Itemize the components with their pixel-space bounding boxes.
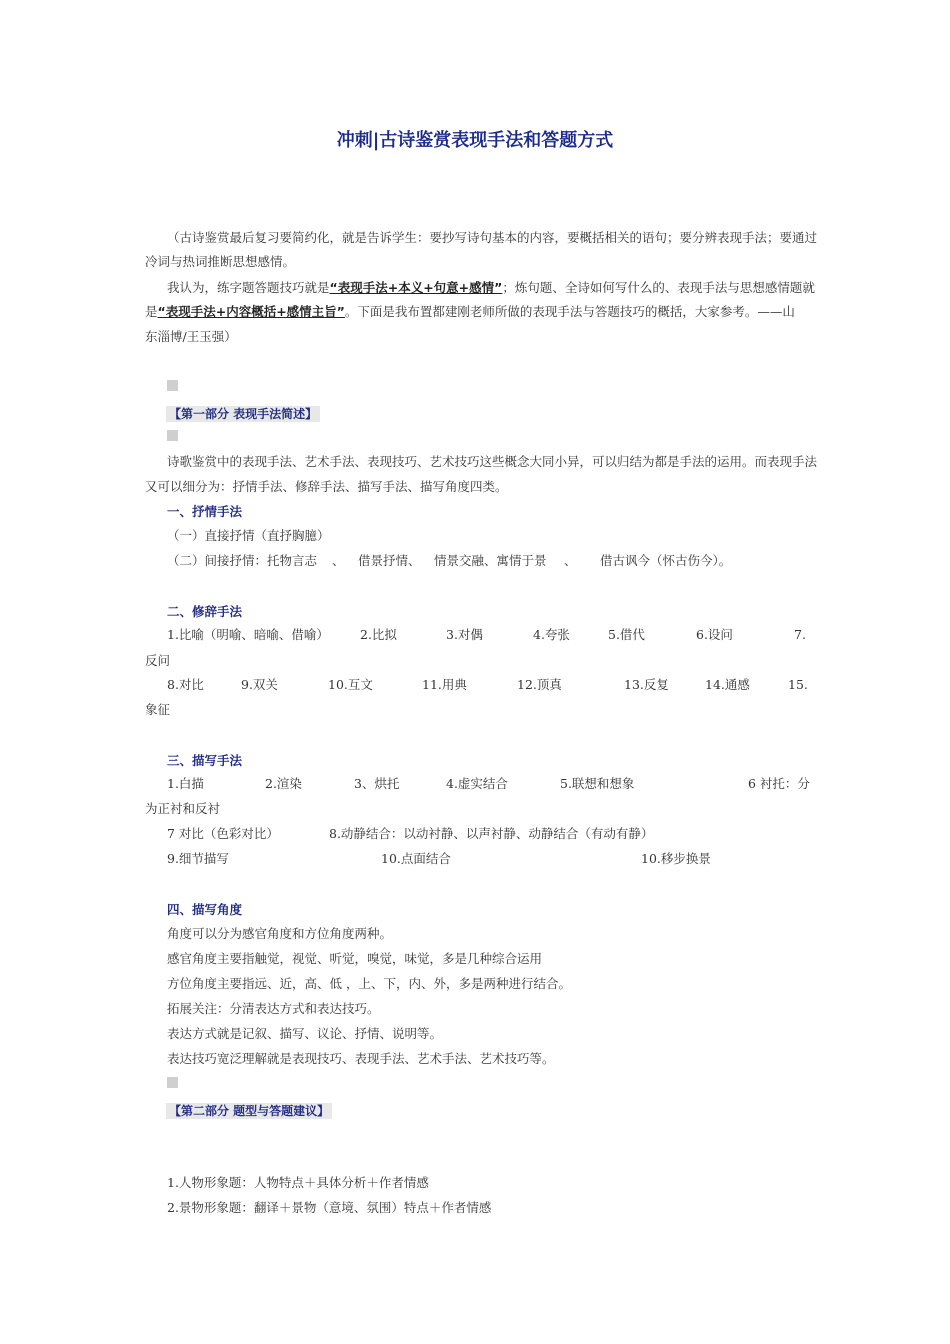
image-placeholder-icon	[167, 380, 178, 391]
rhetoric-item: 8.对比	[167, 677, 204, 692]
intro-line-5: 东淄博/王玉强）	[145, 329, 237, 344]
angle-line: 角度可以分为感官角度和方位角度两种。	[167, 926, 393, 941]
part1-heading: 【第一部分 表现手法简述】	[166, 406, 320, 422]
lyric-direct: （一）直接抒情（直抒胸臆）	[167, 528, 330, 543]
intro-paragraph-2	[167, 279, 815, 297]
section-heading-angle: 四、描写角度	[167, 902, 243, 917]
rhetoric-item: 10.互文	[328, 677, 373, 692]
description-item: 7 对比（色彩对比）	[167, 826, 279, 841]
rhetoric-item: 13.反复	[624, 677, 669, 692]
image-placeholder-icon	[167, 1077, 178, 1088]
highlight-formula-1: “表现手法+本义+句意+感情”	[329, 280, 503, 295]
angle-line: 拓展关注：分清表达方式和表达技巧。	[167, 1001, 380, 1016]
angle-line: 感官角度主要指触觉，视觉、听觉，嗅觉，味觉，多是几种综合运用	[167, 951, 543, 966]
lyric-indirect-2: 借景抒情、	[358, 553, 421, 568]
description-item-wrap: 为正衬和反衬	[145, 801, 221, 816]
rhetoric-item-wrap: 象征	[145, 702, 171, 717]
question-type-item: 1.人物形象题：人物特点＋具体分析＋作者情感	[167, 1175, 429, 1190]
rhetoric-item: 14.通感	[705, 677, 750, 692]
section-heading-description: 三、描写手法	[167, 753, 243, 768]
lyric-indirect-sep: 、	[564, 553, 577, 568]
rhetoric-item: 9.双关	[241, 677, 278, 692]
description-item: 6 衬托：分	[748, 776, 810, 791]
section-heading-lyric: 一、抒情手法	[167, 504, 243, 519]
section-heading-rhetoric: 二、修辞手法	[167, 604, 243, 619]
description-item: 4.虚实结合	[446, 776, 508, 791]
lyric-indirect-4: 借古讽今（怀古伤今）。	[600, 553, 732, 568]
rhetoric-item: 1.比喻（明喻、暗喻、借喻）	[167, 627, 329, 642]
intro-text: ；炼句题、全诗如何写什么的、表现手法与思想感情题就	[502, 280, 815, 295]
highlight-formula-2: “表现手法+内容概括+感情主旨”	[157, 304, 345, 319]
part1-desc-1: 诗歌鉴赏中的表现手法、艺术手法、表现技巧、艺术技巧这些概念大同小异，可以归结为都是手法的运用。而表现手法	[167, 454, 818, 469]
description-item: 10.点面结合	[381, 851, 451, 866]
intro-text: 是	[145, 304, 158, 319]
angle-line: 表达技巧宽泛理解就是表现技巧、表现手法、艺术手法、艺术技巧等。	[167, 1051, 555, 1066]
description-item: 10.移步换景	[641, 851, 711, 866]
description-item: 5.联想和想象	[560, 776, 635, 791]
angle-line: 表达方式就是记叙、描写、议论、抒情、说明等。	[167, 1026, 443, 1041]
lyric-indirect-sep: 、	[332, 553, 345, 568]
part1-desc-2: 又可以细分为：抒情手法、修辞手法、描写手法、描写角度四类。	[145, 479, 508, 494]
intro-paragraph-3	[145, 303, 795, 321]
image-placeholder-icon	[167, 430, 178, 441]
lyric-indirect-1: （二）间接抒情：托物言志	[167, 553, 318, 568]
rhetoric-item: 2.比拟	[360, 627, 397, 642]
angle-line: 方位角度主要指远、近，高、低 ，上、下，内、外，多是两种进行结合。	[167, 976, 571, 991]
page-title: 冲刺|古诗鉴赏表现手法和答题方式	[336, 130, 614, 151]
rhetoric-item: 15.	[788, 677, 808, 692]
description-item: 8.动静结合：以动衬静、以声衬静、动静结合（有动有静）	[329, 826, 654, 841]
lyric-indirect-3: 情景交融、寓情于景	[434, 553, 547, 568]
rhetoric-item: 6.设问	[696, 627, 733, 642]
rhetoric-item: 7.	[794, 627, 806, 642]
rhetoric-item: 11.用典	[422, 677, 467, 692]
description-item: 1.白描	[167, 776, 204, 791]
intro-line-2: 冷词与热词推断思想感情。	[145, 254, 296, 269]
rhetoric-item: 4.夸张	[533, 627, 570, 642]
intro-line-1: （古诗鉴赏最后复习要简约化，就是告诉学生：要抄写诗句基本的内容，要概括相关的语句；要分辨表现手法；要通过	[167, 230, 818, 245]
rhetoric-item-wrap: 反问	[145, 653, 171, 668]
rhetoric-item: 12.顶真	[517, 677, 562, 692]
description-item: 3、烘托	[354, 776, 400, 791]
description-item: 9.细节描写	[167, 851, 229, 866]
intro-text: 。下面是我布置都建刚老师所做的表现手法与答题技巧的概括，大家参考。——山	[344, 304, 795, 319]
intro-text: 我认为，练字题答题技巧就是	[167, 280, 330, 295]
question-type-item: 2.景物形象题：翻译＋景物（意境、氛围）特点＋作者情感	[167, 1200, 492, 1215]
part2-heading: 【第二部分 题型与答题建议】	[166, 1103, 332, 1119]
description-item: 2.渲染	[265, 776, 302, 791]
rhetoric-item: 5.借代	[608, 627, 645, 642]
rhetoric-item: 3.对偶	[446, 627, 483, 642]
